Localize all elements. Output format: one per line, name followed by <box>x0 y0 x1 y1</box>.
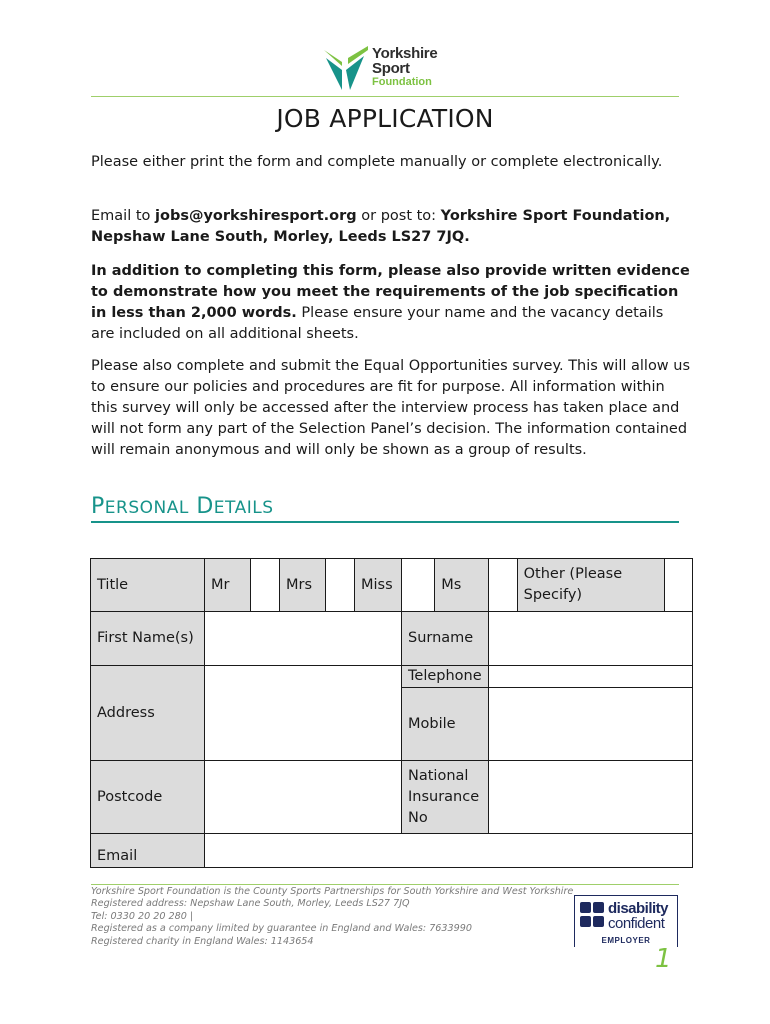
logo-line-2: Sport <box>372 60 410 77</box>
footer-line-1: Yorkshire Sport Foundation is the County Sports Partnerships for South Yorkshire and West Yorkshire <box>91 886 574 897</box>
postcode-field[interactable] <box>205 761 402 834</box>
postcode-label: Postcode <box>91 761 205 834</box>
additional-sheets-note: Please ensure your name and the vacancy details are included on all additional sheets. <box>91 305 664 342</box>
mrs-checkbox[interactable] <box>326 559 355 612</box>
address-field[interactable] <box>205 666 402 761</box>
surname-field[interactable] <box>488 612 692 666</box>
footer-line-4: Registered as a company limited by guarantee in England and Wales: 7633990 <box>91 923 472 935</box>
email-label: Email <box>91 834 205 868</box>
logo-line-1: Yorkshire <box>372 45 438 62</box>
logo-wordmark <box>372 46 437 88</box>
heading-cap-d: D <box>196 494 214 519</box>
other-field[interactable] <box>664 559 692 612</box>
mobile-label: Mobile <box>402 688 489 761</box>
footer-divider <box>91 884 679 885</box>
intro-paragraph-1: Please either print the form and complete manually or complete electronically. <box>91 154 663 170</box>
heading-rest-1: ERSONAL <box>104 498 189 518</box>
other-label: Other (Please Specify) <box>517 559 664 612</box>
post-prefix: or post to: <box>356 208 441 224</box>
disability-confident-badge <box>574 895 678 947</box>
mr-label: Mr <box>205 559 251 612</box>
email-address[interactable]: jobs@yorkshiresport.org <box>155 208 357 224</box>
footer <box>91 886 611 948</box>
intro-paragraph-3 <box>91 261 691 345</box>
miss-label: Miss <box>355 559 402 612</box>
mrs-label: Mrs <box>280 559 326 612</box>
personal-details-form <box>90 558 693 868</box>
logo-line-3: Foundation <box>372 76 432 88</box>
address-label: Address <box>91 666 205 761</box>
page-number: 1 <box>655 944 672 974</box>
lock-icon <box>580 916 591 927</box>
access-icon <box>593 916 604 927</box>
title-label: Title <box>91 559 205 612</box>
badge-line-1: disability <box>608 900 669 917</box>
miss-checkbox[interactable] <box>402 559 435 612</box>
ni-field[interactable] <box>488 761 692 834</box>
ms-checkbox[interactable] <box>488 559 517 612</box>
communication-icon <box>593 902 604 913</box>
footer-line-2: Registered address: Nepshaw Lane South, Morley, Leeds LS27 7JQ <box>91 898 410 910</box>
postal-address: Yorkshire Sport Foundation, Nepshaw Lane South, Morley, Leeds LS27 7JQ. <box>91 208 671 245</box>
section-heading-personal-details <box>91 494 274 519</box>
badge-line-3: EMPLOYER <box>575 935 677 947</box>
email-prefix: Email to <box>91 208 156 224</box>
telephone-label: Telephone <box>402 666 489 688</box>
badge-line-2: confident <box>608 915 665 932</box>
section-divider <box>91 521 679 523</box>
email-field[interactable] <box>205 834 693 868</box>
evidence-instruction: In addition to completing this form, please also provide written evidence to demonstrate how you meet the requirements of the job specification in less than 2,000 words. <box>91 263 690 321</box>
mobile-field[interactable] <box>488 688 692 761</box>
first-name-label: First Name(s) <box>91 612 205 666</box>
heading-rest-2: ETAILS <box>213 498 274 518</box>
header-divider <box>91 96 679 97</box>
page-title: JOB APPLICATION <box>276 104 494 133</box>
footer-line-5: Registered charity in England Wales: 1143654 <box>91 935 314 947</box>
heading-cap-p: P <box>91 494 105 519</box>
intro-paragraph-4: Please also complete and submit the Equal Opportunities survey. This will allow us to ensure our policies and procedures are fit for purpose. All information within this survey will only be accessed after the interview process has taken place and will not form any part of the Selection Panel’s decision. The information contained will remain anonymous and will only be shown as a group of results. <box>91 358 691 458</box>
ni-label: National Insurance No <box>402 761 489 834</box>
surname-label: Surname <box>402 612 489 666</box>
people-icon <box>580 902 591 913</box>
first-name-field[interactable] <box>205 612 402 666</box>
ms-label: Ms <box>435 559 488 612</box>
telephone-field[interactable] <box>488 666 692 688</box>
footer-line-3: Tel: 0330 20 20 280 | <box>91 910 194 922</box>
mr-checkbox[interactable] <box>251 559 280 612</box>
intro-paragraph-2 <box>91 206 691 248</box>
